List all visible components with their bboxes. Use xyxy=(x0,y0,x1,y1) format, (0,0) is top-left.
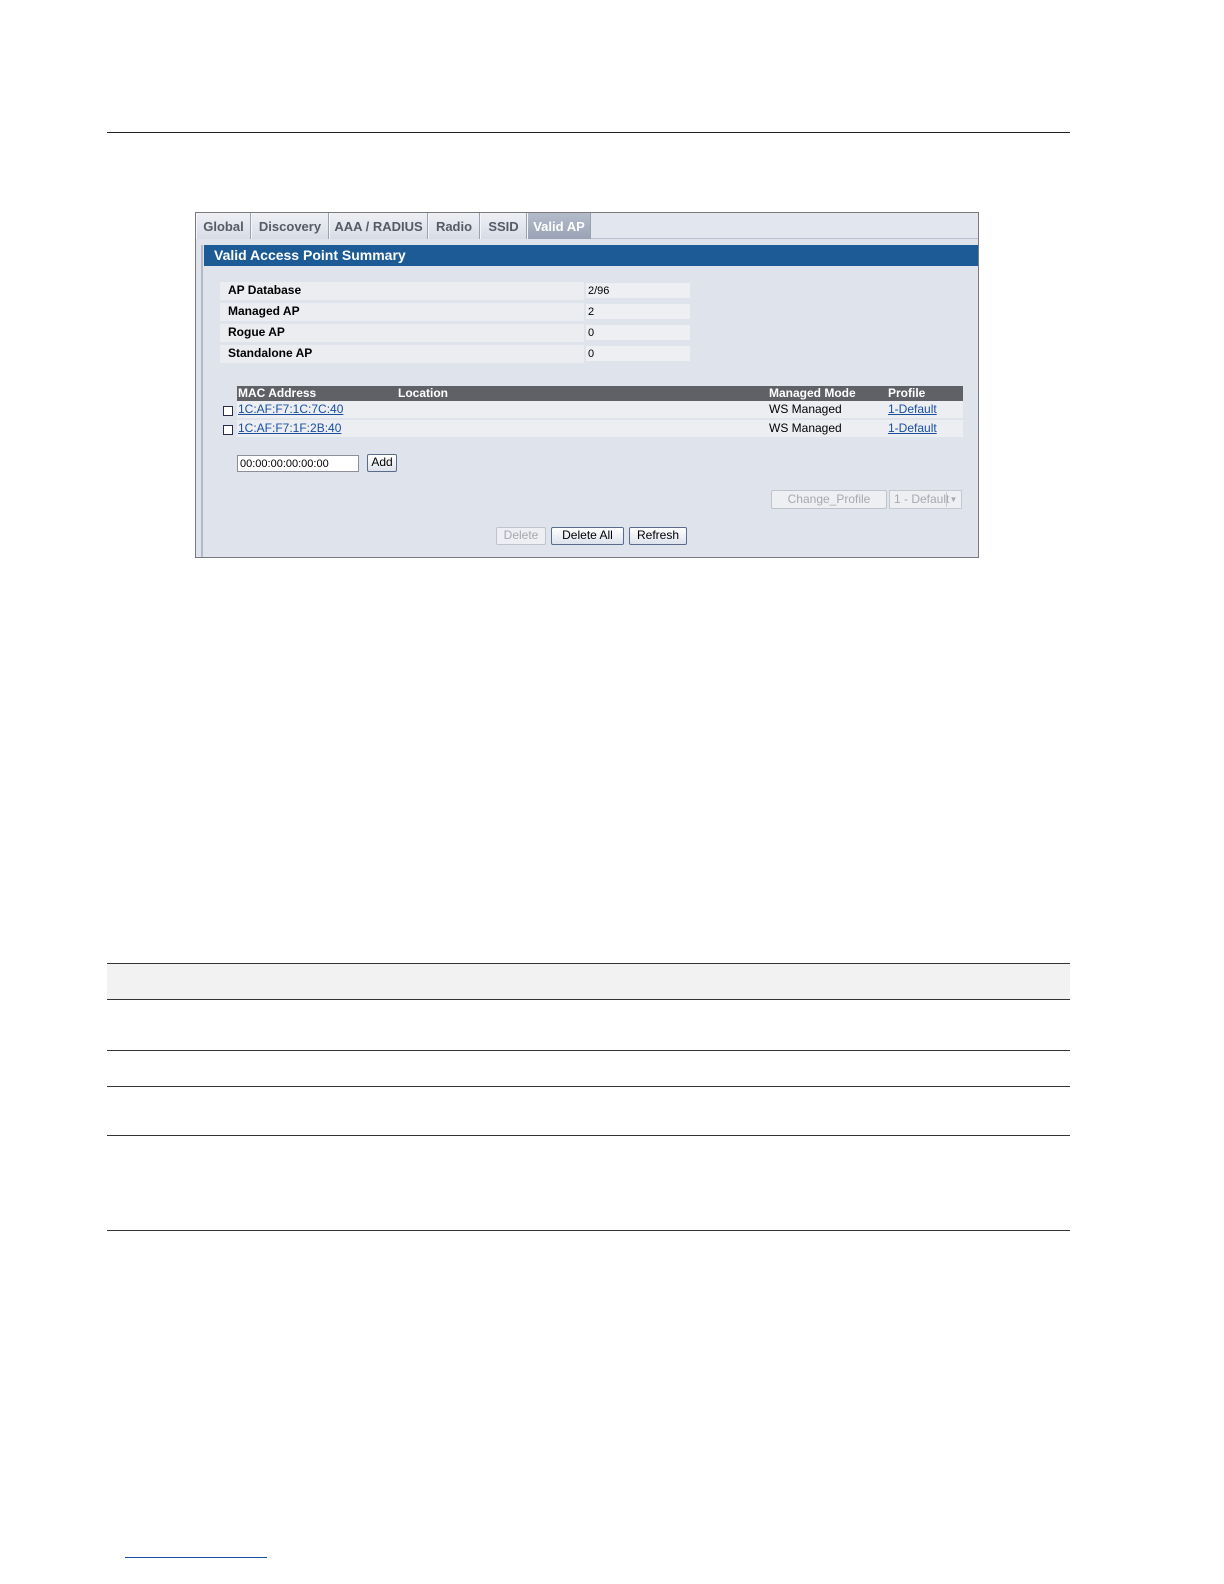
valid-ap-screenshot xyxy=(195,212,979,558)
row-background xyxy=(237,401,963,418)
tab-radio[interactable]: Radio xyxy=(428,213,480,239)
tab-global[interactable]: Global xyxy=(196,213,251,239)
summary-label: AP Database xyxy=(220,282,584,300)
change-profile-button[interactable]: Change_Profile xyxy=(771,490,887,509)
left-accent-bar xyxy=(201,245,203,557)
table-rule xyxy=(107,1135,1070,1136)
summary-label: Rogue AP xyxy=(220,324,584,342)
table-row xyxy=(220,420,963,438)
column-header-location: Location xyxy=(398,386,448,400)
table-row xyxy=(220,401,963,419)
section-title: Valid Access Point Summary xyxy=(204,245,978,266)
ap-table-header xyxy=(237,386,963,401)
tab-bar xyxy=(196,213,978,239)
profile-link[interactable]: 1-Default xyxy=(888,402,937,416)
managed-mode-cell: WS Managed xyxy=(769,421,842,435)
column-header-mac: MAC Address xyxy=(238,386,317,400)
document-table xyxy=(107,963,1070,1231)
summary-value: 0 xyxy=(586,325,690,340)
chevron-down-icon: ▼ xyxy=(946,492,960,507)
mac-address-link[interactable]: 1C:AF:F7:1F:2B:40 xyxy=(238,421,342,435)
row-select-checkbox[interactable] xyxy=(223,406,233,416)
row-background xyxy=(237,420,963,437)
delete-button[interactable]: Delete xyxy=(496,527,546,545)
managed-mode-cell: WS Managed xyxy=(769,402,842,416)
delete-all-button[interactable]: Delete All xyxy=(551,527,624,545)
table-rule xyxy=(107,1086,1070,1087)
summary-label: Standalone AP xyxy=(220,345,584,363)
summary-value: 2/96 xyxy=(586,283,690,298)
add-button[interactable]: Add xyxy=(367,454,397,472)
tab-ssid[interactable]: SSID xyxy=(480,213,527,239)
column-header-profile: Profile xyxy=(888,386,926,400)
tab-discovery[interactable]: Discovery xyxy=(251,213,329,239)
mac-address-input[interactable] xyxy=(237,455,359,472)
document-table-header xyxy=(107,963,1070,1000)
profile-link[interactable]: 1-Default xyxy=(888,421,937,435)
refresh-button[interactable]: Refresh xyxy=(629,527,687,545)
mac-address-link[interactable]: 1C:AF:F7:1C:7C:40 xyxy=(238,402,344,416)
footer-link-rule xyxy=(125,1557,267,1558)
summary-value: 0 xyxy=(586,346,690,361)
row-select-checkbox[interactable] xyxy=(223,425,233,435)
tab-aaa-radius[interactable]: AAA / RADIUS xyxy=(329,213,428,239)
page-top-rule xyxy=(107,132,1070,133)
summary-label: Managed AP xyxy=(220,303,584,321)
profile-select[interactable] xyxy=(889,490,962,509)
column-header-managed-mode: Managed Mode xyxy=(769,386,856,400)
table-rule xyxy=(107,1050,1070,1051)
tab-valid-ap[interactable]: Valid AP xyxy=(527,213,591,239)
table-rule xyxy=(107,1230,1070,1231)
profile-select-value: 1 - Default xyxy=(894,492,950,506)
summary-value: 2 xyxy=(586,304,690,319)
